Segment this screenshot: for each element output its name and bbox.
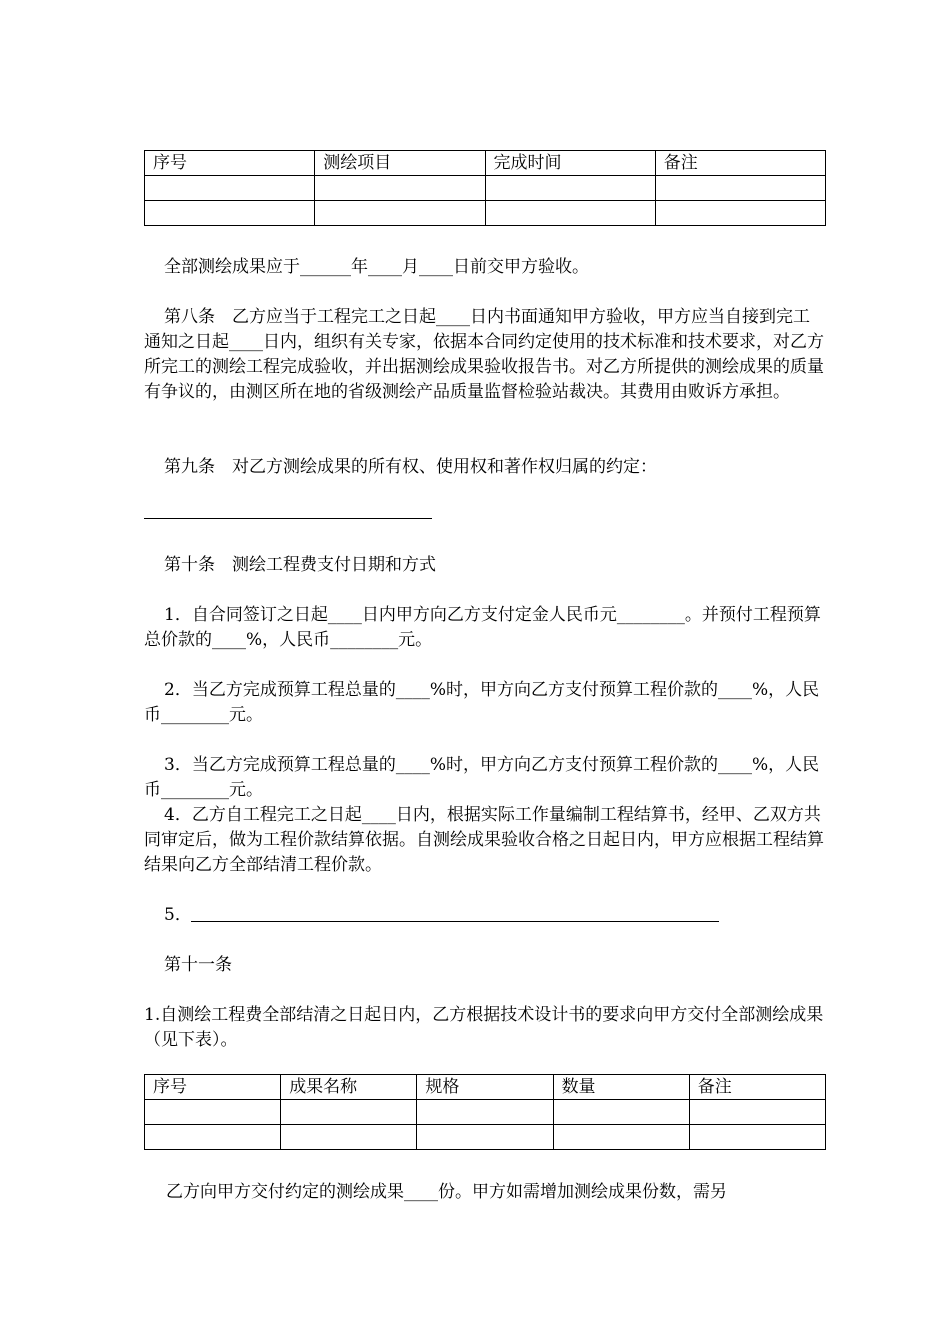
table-cell [315,176,485,201]
table-header-cell: 数量 [553,1075,689,1100]
table-header-cell: 规格 [417,1075,553,1100]
deliverables-table [144,1074,826,1150]
table-cell [145,201,315,226]
payment-item-3: 3．当乙方完成预算工程总量的____%时，甲方向乙方支付预算工程价款的____%，人民币________元。 [144,755,820,800]
table-row [145,1125,826,1150]
table-cell [417,1100,553,1125]
table-row [145,176,826,201]
table-cell [689,1100,825,1125]
survey-schedule-table [144,150,826,226]
payment-item-5-label: 5． [164,905,192,925]
table-cell [281,1100,417,1125]
payment-item-1: 1．自合同签订之日起____日内甲方向乙方支付定金人民币元________。并预付工程预算总价款的____%，人民币________元。 [144,605,821,650]
article-11-title: 第十一条 [164,955,232,975]
table-cell [281,1125,417,1150]
table-header-cell: 序号 [145,1075,281,1100]
table-cell [145,176,315,201]
table-cell [553,1125,689,1150]
table-cell [655,176,825,201]
fill-in-line [144,518,432,519]
table-row [145,1100,826,1125]
article-8-paragraph: 第八条 乙方应当于工程完工之日起____日内书面通知甲方验收，甲方应当自接到完工通知之日起____日内，组织有关专家，依据本合同约定使用的技术标准和技术要求，对乙方所完工的测绘工程完成验收，并出据测绘成果验收报告书。对乙方所提供的测绘成果的质量有争议的，由测区所在地的省级测绘产品质量监督检验站裁决。其费用由败诉方承担。 [144,307,824,402]
table-cell [145,1100,281,1125]
article-11-paragraph: 1.自测绘工程费全部结清之日起日内，乙方根据技术设计书的要求向甲方交付全部测绘成果（见下表）。 [144,1005,824,1050]
table-cell [485,176,655,201]
table-cell [417,1125,553,1150]
article-9-paragraph: 第九条 对乙方测绘成果的所有权、使用权和著作权归属的约定： [164,457,657,477]
table-header-row [145,1075,826,1100]
payment-item-4: 4．乙方自工程完工之日起____日内，根据实际工作量编制工程结算书，经甲、乙双方共同审定后，做为工程价款结算依据。自测绘成果验收合格之日起日内，甲方应根据工程结算结果向乙方全部结清工程价款。 [144,805,824,875]
delivery-deadline-paragraph: 全部测绘成果应于______年____月____日前交甲方验收。 [164,257,589,277]
table-cell [315,201,485,226]
table-header-cell: 成果名称 [281,1075,417,1100]
fill-in-line [191,921,719,922]
payment-item-2: 2．当乙方完成预算工程总量的____%时，甲方向乙方支付预算工程价款的____%，人民币________元。 [144,680,820,725]
table-header-cell: 测绘项目 [315,151,485,176]
table-cell [655,201,825,226]
final-paragraph: 乙方向甲方交付约定的测绘成果____份。甲方如需增加测绘成果份数，需另 [166,1182,727,1202]
article-10-title: 第十条 测绘工程费支付日期和方式 [164,555,436,575]
table-header-cell: 备注 [689,1075,825,1100]
table-cell [553,1100,689,1125]
table-row [145,201,826,226]
table-header-row [145,151,826,176]
table-header-cell: 完成时间 [485,151,655,176]
table-header-cell: 序号 [145,151,315,176]
table-cell [145,1125,281,1150]
table-cell [485,201,655,226]
table-header-cell: 备注 [655,151,825,176]
table-cell [689,1125,825,1150]
